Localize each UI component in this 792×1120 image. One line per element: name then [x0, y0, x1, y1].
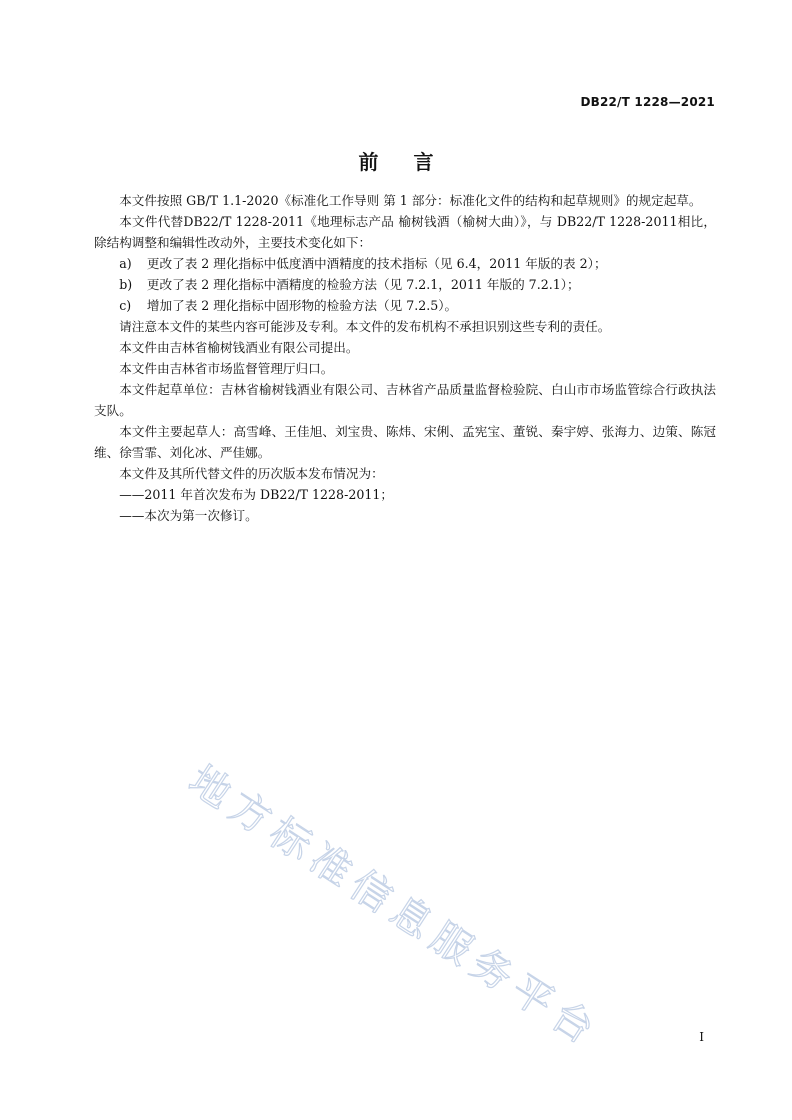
change-text: 更改了表 2 理化指标中低度酒中酒精度的技术指标（见 6.4，2011 年版的表 2）；	[146, 256, 607, 271]
paragraph-patent-notice: 请注意本文件的某些内容可能涉及专利。本文件的发布机构不承担识别这些专利的责任。	[119, 319, 611, 334]
paragraph-history-intro: 本文件及其所代替文件的历次版本发布情况为：	[119, 466, 384, 481]
paragraph-drafting-units: 本文件起草单位：吉林省榆树钱酒业有限公司、吉林省产品质量监督检验院、白山市市场监管综合行政执法支队。	[94, 382, 716, 418]
watermark: 地方标准信息服务平台	[180, 757, 609, 1058]
change-marker: b)	[119, 277, 133, 292]
document-code: DB22/T 1228—2021	[580, 95, 715, 109]
change-marker: c)	[119, 298, 132, 313]
change-text: 增加了表 2 理化指标中固形物的检验方法（见 7.2.5）。	[146, 298, 458, 313]
change-item-b	[94, 274, 716, 295]
paragraph-drafters: 本文件主要起草人：高雪峰、王佳旭、刘宝贵、陈炜、宋俐、孟宪宝、董锐、秦宇婷、张海力、边策、陈冠维、徐雪霏、刘化冰、严佳娜。	[94, 424, 716, 460]
paragraph-centralized-by: 本文件由吉林省市场监督管理厅归口。	[119, 361, 334, 376]
history-item-current: ——本次为第一次修订。	[119, 508, 258, 523]
change-item-c	[94, 295, 716, 316]
page-title: 前 言	[358, 150, 448, 174]
history-item-2011: ——2011 年首次发布为 DB22/T 1228-2011；	[119, 487, 393, 502]
foreword-body	[94, 190, 716, 526]
paragraph-proposer: 本文件由吉林省榆树钱酒业有限公司提出。	[119, 340, 359, 355]
paragraph-drafting-basis: 本文件按照 GB/T 1.1-2020《标准化工作导则 第 1 部分：标准化文件的结构和起草规则》的规定起草。	[119, 193, 702, 208]
change-text: 更改了表 2 理化指标中酒精度的检验方法（见 7.2.1，2011 年版的 7.2.1）；	[146, 277, 580, 292]
change-marker: a)	[119, 256, 132, 271]
change-item-a	[94, 253, 716, 274]
page-number: I	[699, 1030, 704, 1044]
paragraph-replacement: 本文件代替DB22/T 1228-2011《地理标志产品 榆树钱酒（榆树大曲）》，与 DB22/T 1228-2011相比，除结构调整和编辑性改动外，主要技术变化如下：	[94, 214, 716, 250]
